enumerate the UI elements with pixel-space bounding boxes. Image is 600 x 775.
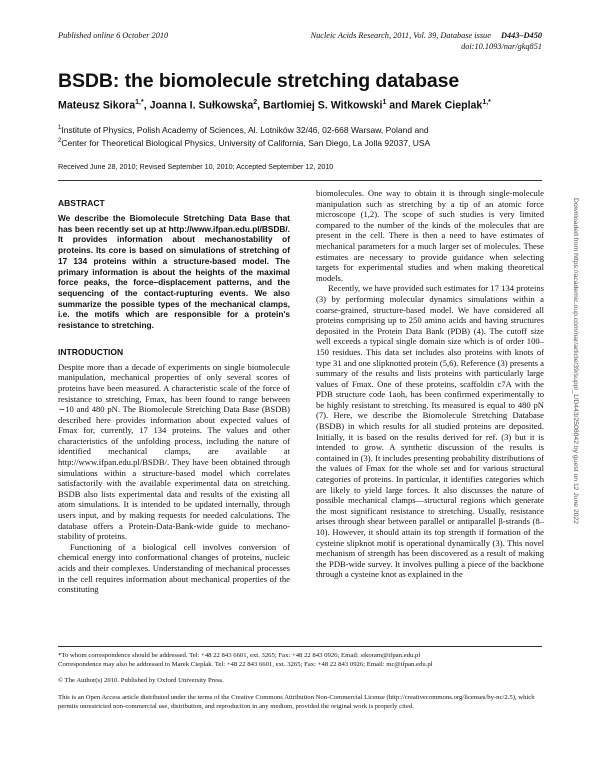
author-separator: and [386, 99, 412, 112]
author-separator: , [143, 99, 150, 112]
author-list [58, 99, 491, 112]
author-separator: , [257, 99, 264, 112]
intro-paragraph: biomolecules. One way to obtain it is through single-molecule manipulation such as stretching by a tip of an atomic force microscope (1,2). The scope of such studies is very limited compared to the number of the kinds of the molecules that are present in the cell. There is then a need to have estimates of mechanical parameters for a much larger set of molecules. These estimates are necessary to provide guidance when selecting targets for experimental studies and when making theoretical models. [316, 188, 544, 283]
intro-paragraph: Despite more than a decade of experiments on single biomolecule manipulation, mechanical properties of only several scores of proteins have been measured. A characteristic scale of the force of resistance to stretching, Fmax, has been found to range between ∼10 and 480 pN. The Biomolecule Stretching Data Base (BSDB) described here provides information about expected values of Fmax for, currently, 17 134 proteins. The values and other characteristics of the unfolding process, including the nature of identified mechanical clamps, are available at http://www.ifpan.edu.pl/BSDB/. They have been obtained through simulations within a structure-based model which correlates satisfactorily with the available experimental data on stretching. BSDB also lists experimental data and results of the existing all atom simulations. It is intended to be updated internally, through users input, and by making requests for needed calculations. The database offers a Protein-Data-Bank-wide guide to mechano-stability of proteins. [58, 361, 290, 542]
abstract-text: We describe the Biomolecule Stretching Data Base that has been recently set up at http://www.ifpan.edu.pl/BSDB/. It provides information about mechanostability of proteins. Its core is based on simulations of stretching of 17 134 proteins within a structure-based model. The primary information is about the heights of the maximal force peaks, the force–displacement patterns, and the sequencing of the contact-rupturing events. We also summarize the possible types of the mechanical clamps, i.e. the motifs which are responsible for a protein's resistance to stretching. [58, 213, 290, 331]
author-name[interactable]: Mateusz Sikora [58, 99, 136, 112]
author-name[interactable]: Joanna I. Sułkowska [149, 99, 254, 112]
footnote-divider [58, 646, 542, 647]
journal-name: Nucleic Acids Research, 2011, Vol. 39, Database issue [310, 31, 491, 40]
introduction-heading: INTRODUCTION [58, 346, 124, 357]
affiliation-line [58, 123, 548, 136]
affiliation-text: Center for Theoretical Biological Physics, University of California, San Diego, La Jolla 92037, USA [61, 138, 431, 149]
header-divider [58, 180, 542, 181]
affiliation-text: Institute of Physics, Polish Academy of Sciences, Al. Lotników 32/46, 02-668 Warsaw, Poland and [61, 124, 429, 135]
author-affiliation-mark: 1,* [482, 99, 491, 106]
license-note: This is an Open Access article distributed under the terms of the Creative Commons Attribution Non-Commercial License (http://creativecommons.org/licenses/by-nc/2.5), which permits unrestricted non-commercial use, distribution, and reproduction in any medium, provided the original work is properly cited. [58, 693, 535, 710]
abstract-heading: ABSTRACT [58, 198, 105, 208]
author-affiliation-mark: 1,* [135, 99, 144, 106]
footnotes [58, 651, 542, 711]
journal-citation [311, 31, 542, 52]
intro-paragraph: Functioning of a biological cell involves conversion of chemical energy into conformational changes of proteins, nucleic acids and their complexes. Understanding of mechanical processes in the cell requires information about mechanical properties of the constituting [58, 541, 290, 595]
affiliations [58, 123, 548, 150]
download-watermark-text[interactable]: Downloaded from https://academic.oup.com/nar/article/39/suppl_1/D443/2508042 by guest on 12 June 2022 [572, 198, 579, 525]
correspondence-note: Correspondence may also be addressed to Marek Cieplak. Tel: +48 22 843 6601, ext. 3265; Fax: +48 22 843 0926; Email: mc@ifpan.edu.pl [58, 661, 433, 669]
author-affiliation-mark: 1 [382, 99, 387, 106]
publication-date: Published online 6 October 2010 [58, 31, 169, 40]
author-name[interactable]: Bartłomiej S. Witkowski [263, 99, 383, 112]
page-range: D443–D450 [500, 31, 542, 40]
download-watermark [571, 198, 581, 718]
submission-dates: Received June 28, 2010; Revised September 10, 2010; Accepted September 12, 2010 [58, 162, 334, 171]
author-name[interactable]: Marek Cieplak [411, 99, 483, 112]
affiliation-number: 2 [58, 138, 62, 145]
correspondence-note: *To whom correspondence should be addressed. Tel: +48 22 843 6601, ext. 3265; Fax: +48 22 843 0926; Email: sikoram@ifpan.edu.pl [58, 652, 421, 659]
copyright-note: © The Author(s) 2010. Published by Oxford University Press. [58, 677, 224, 685]
doi-link[interactable]: doi:10.1093/nar/gkq851 [461, 41, 542, 51]
paper-title: BSDB: the biomolecule stretching database [58, 70, 460, 92]
affiliation-number: 1 [58, 125, 62, 131]
left-column [58, 198, 290, 595]
introduction-body [58, 362, 290, 595]
right-column [316, 188, 544, 580]
intro-paragraph: Recently, we have provided such estimates for 17 134 proteins (3) by performing molecular dynamics simulations within a coarse-grained, structure-based model. We have considered all proteins comprising up to 250 amino acids and having structures deposited in the Protein Data Bank (PDB) (4). The cutoff size well exceeds a typical single domain size which is of order 100–150 residues. This data set includes also proteins with knots of type 31 and one slipknotted protein (5,6). Reference (3) presents a summary of the results and lists proteins with particularly large values of Fmax. One of these proteins, scaffoldin c7A with the PDB structure code 1aoh, has been confirmed experimentally to be highly resistant to stretching. Its measured is equal to 480 pN (7). Here, we describe the Biomolecule Stretching Database (BSDB) in which results for all studied proteins are deposited. Initially, it is based on the results derived for ref. (3) but it is intended to grow. A synthetic discussion of the results is contained in (3). It includes presenting probability distributions of the values of Fmax for the whole set and for various structural categories of proteins. In particular, it identifies categories which are likely to yield large forces. It also discusses the nature of possible mechanical clamps—structural regions which generate the most significant resistance to stretching. Usually, resistance arises through shear between parallel or antiparallel β-strands (8–10). However, it should attain its top strength if formation of the cysteine slipknot motif is operational dynamically (3). This novel mechanism of strength has been discovered as a result of making the PDB-wide survey. It involves pulling a piece of the backbone through a cysteine knot as explained in the [316, 283, 544, 580]
affiliation-line [58, 136, 548, 149]
author-affiliation-mark: 2 [253, 99, 258, 106]
